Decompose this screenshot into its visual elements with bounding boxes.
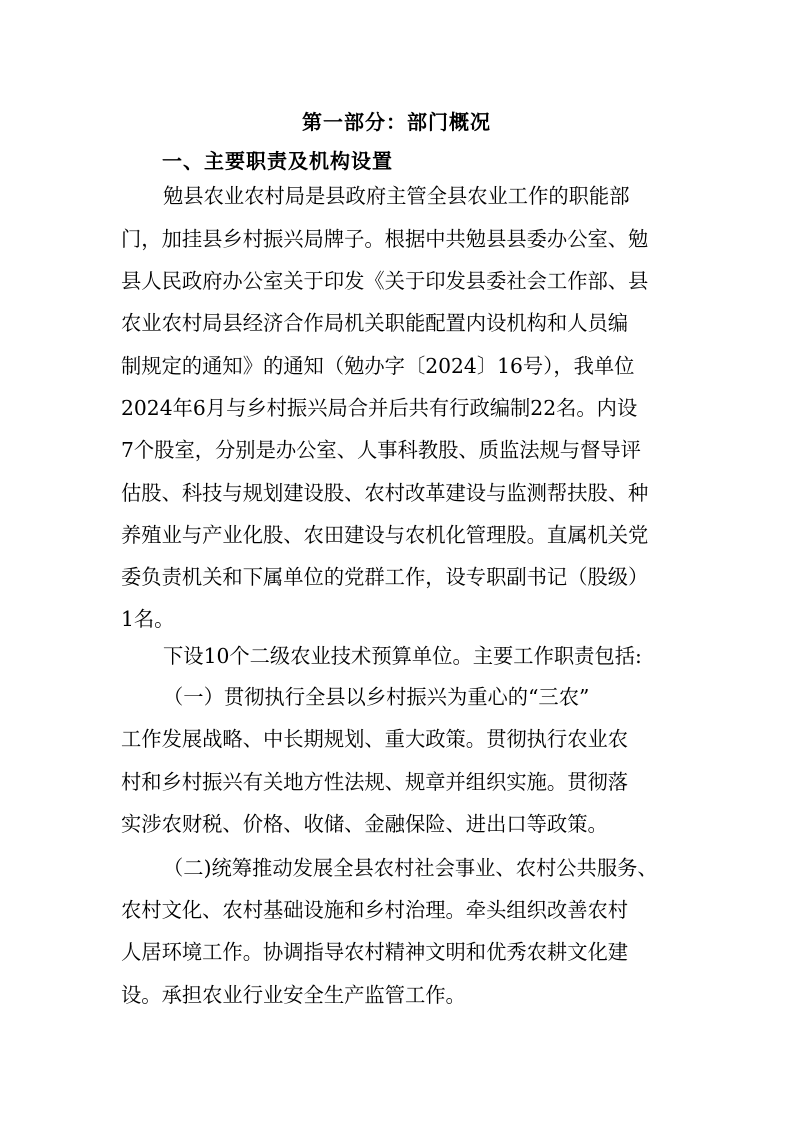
paragraph-line bbox=[0, 805, 793, 843]
line-text: 工作发展战略、中长期规划、重大政策。贯彻执行农业农 bbox=[121, 727, 629, 751]
paragraph-line bbox=[0, 976, 793, 1014]
paragraph-line bbox=[0, 558, 793, 596]
paragraph-line bbox=[0, 177, 793, 215]
line-text: 门，加挂县乡村振兴局牌子。根据中共勉县县委办公室、勉 bbox=[121, 227, 649, 251]
paragraph-line bbox=[0, 763, 793, 801]
line-text: 制规定的通知》的通知（勉办字〔2024〕16号），我单位 bbox=[121, 354, 635, 378]
line-text: 勉县农业农村局是县政府主管全县农业工作的职能部 bbox=[163, 184, 630, 208]
paragraph-line bbox=[0, 933, 793, 971]
paragraph-line bbox=[0, 516, 793, 554]
paragraph-line bbox=[0, 678, 793, 716]
paragraph-line bbox=[0, 474, 793, 512]
paragraph-line bbox=[0, 262, 793, 300]
line-text: （一）贯彻执行全县以乡村振兴为重心的“三农” bbox=[163, 685, 590, 709]
line-text: 农村文化、农村基础设施和乡村治理。牵头组织改善农村 bbox=[121, 898, 629, 922]
section-heading: 一、主要职责及机构设置 bbox=[162, 149, 393, 173]
paragraph-line bbox=[0, 891, 793, 929]
line-text: 农业农村局县经济合作局机关职能配置内设机构和人员编 bbox=[121, 311, 629, 335]
line-text: 实涉农财税、价格、收储、金融保险、进出口等政策。 bbox=[121, 812, 608, 836]
line-text: 委负责机关和下属单位的党群工作，设专职副书记（股级） bbox=[121, 565, 649, 589]
line-text: 1名。 bbox=[121, 607, 175, 631]
paragraph-line bbox=[0, 849, 793, 887]
line-text: 村和乡村振兴有关地方性法规、规章并组织实施。贯彻落 bbox=[121, 770, 629, 794]
paragraph-line bbox=[0, 431, 793, 469]
line-text: 设。承担农业行业安全生产监管工作。 bbox=[121, 983, 466, 1007]
line-text: 下设10个二级农业技术预算单位。主要工作职责包括: bbox=[163, 644, 642, 668]
line-text: （二)统筹推动发展全县农村社会事业、农村公共服务、 bbox=[163, 856, 658, 880]
paragraph-line bbox=[0, 304, 793, 342]
line-text: 7个股室，分别是办公室、人事科教股、质监法规与督导评 bbox=[121, 438, 641, 462]
paragraph-line bbox=[0, 347, 793, 385]
line-text: 县人民政府办公室关于印发《关于印发县委社会工作部、县 bbox=[121, 269, 649, 293]
line-text: 估股、科技与规划建设股、农村改革建设与监测帮扶股、种 bbox=[121, 481, 649, 505]
line-text: 人居环境工作。协调指导农村精神文明和优秀农耕文化建 bbox=[121, 940, 629, 964]
paragraph-line bbox=[0, 600, 793, 638]
paragraph-line bbox=[0, 637, 793, 675]
paragraph-line bbox=[0, 389, 793, 427]
page-title: 第一部分：部门概况 bbox=[302, 110, 491, 134]
paragraph-line bbox=[0, 720, 793, 758]
line-text: 2024年6月与乡村振兴局合并后共有行政编制22名。内设 bbox=[121, 396, 638, 420]
paragraph-line bbox=[0, 220, 793, 258]
line-text: 养殖业与产业化股、农田建设与农机化管理股。直属机关党 bbox=[121, 523, 649, 547]
